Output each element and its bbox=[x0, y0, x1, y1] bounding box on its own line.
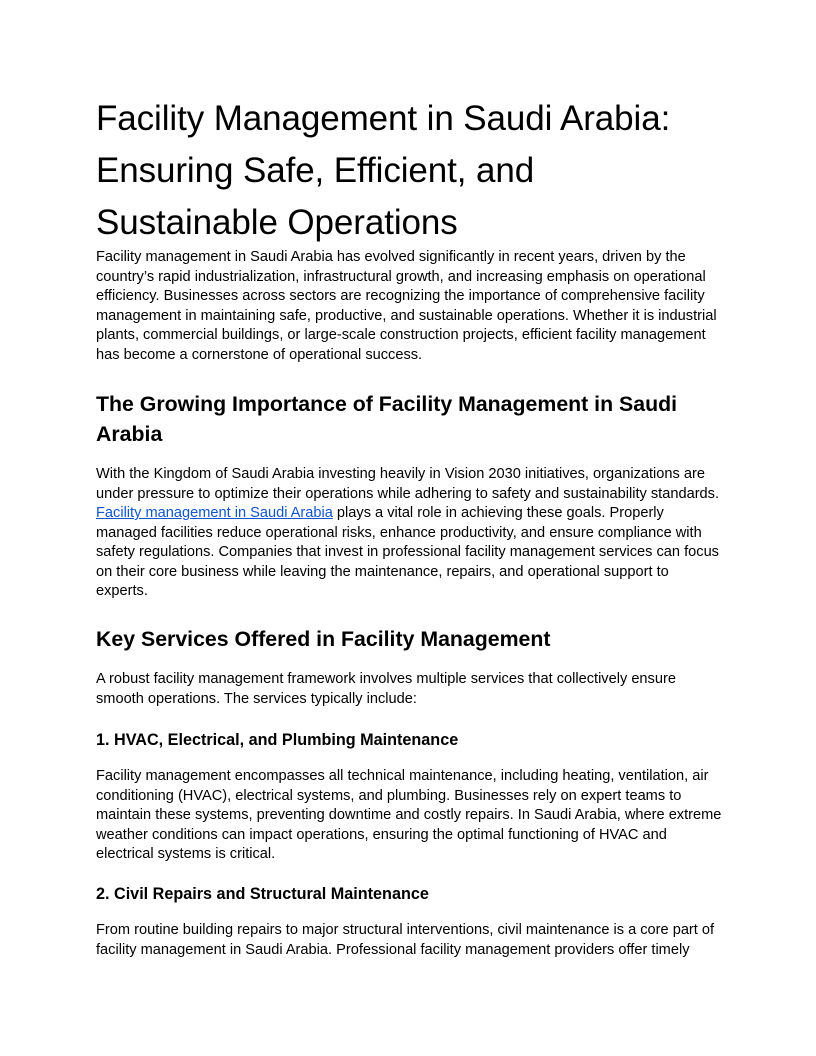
subsection-heading-civil-repairs: 2. Civil Repairs and Structural Maintenance bbox=[96, 885, 429, 903]
paragraph-text-before-link: With the Kingdom of Saudi Arabia investing heavily in Vision 2030 initiatives, organizations are under pressure to optimize their operations while adhering to safety and sustainability standards. bbox=[96, 466, 720, 502]
paragraph-text-after-link: plays a vital role in achieving these goals. Properly managed facilities reduce operational risks, enhance productivity, and ensure compliance with safety regulations. Companies that invest in professional facility management services can focus on their core business while leaving the maintenance, repairs, and operational support to experts. bbox=[96, 505, 719, 599]
section-paragraph-growing-importance bbox=[96, 465, 722, 602]
subsection-paragraph-civil-repairs: From routine building repairs to major structural interventions, civil maintenance is a core part of facility management in Saudi Arabia. Professional facility management providers offer timely bbox=[96, 922, 715, 958]
section-paragraph-key-services: A robust facility management framework involves multiple services that collectively ensure smooth operations. The services typically include: bbox=[96, 671, 676, 707]
subsection-paragraph-hvac: Facility management encompasses all technical maintenance, including heating, ventilation, air conditioning (HVAC), electrical systems, and plumbing. Businesses rely on expert teams to maintain these systems, preventing downtime and costly repairs. In Saudi Arabia, where extreme weather conditions can impact operations, ensuring the optimal functioning of HVAC and electrical systems is critical. bbox=[96, 768, 722, 862]
section-heading-growing-importance: The Growing Importance of Facility Management in Saudi Arabia bbox=[96, 392, 678, 446]
intro-paragraph: Facility management in Saudi Arabia has evolved significantly in recent years, driven by the country’s rapid industrialization, infrastructural growth, and increasing emphasis on operational efficiency. Businesses across sectors are recognizing the importance of comprehensive facility management in maintaining safe, productive, and sustainable operations. Whether it is industrial plants, commercial buildings, or large-scale construction projects, efficient facility management has become a cornerstone of operational success. bbox=[96, 249, 717, 363]
section-heading-key-services: Key Services Offered in Facility Management bbox=[96, 627, 551, 651]
facility-management-link[interactable]: Facility management in Saudi Arabia bbox=[96, 505, 333, 521]
subsection-heading-hvac: 1. HVAC, Electrical, and Plumbing Maintenance bbox=[96, 731, 459, 749]
document-title: Facility Management in Saudi Arabia: Ensuring Safe, Efficient, and Sustainable Operations bbox=[96, 99, 671, 242]
